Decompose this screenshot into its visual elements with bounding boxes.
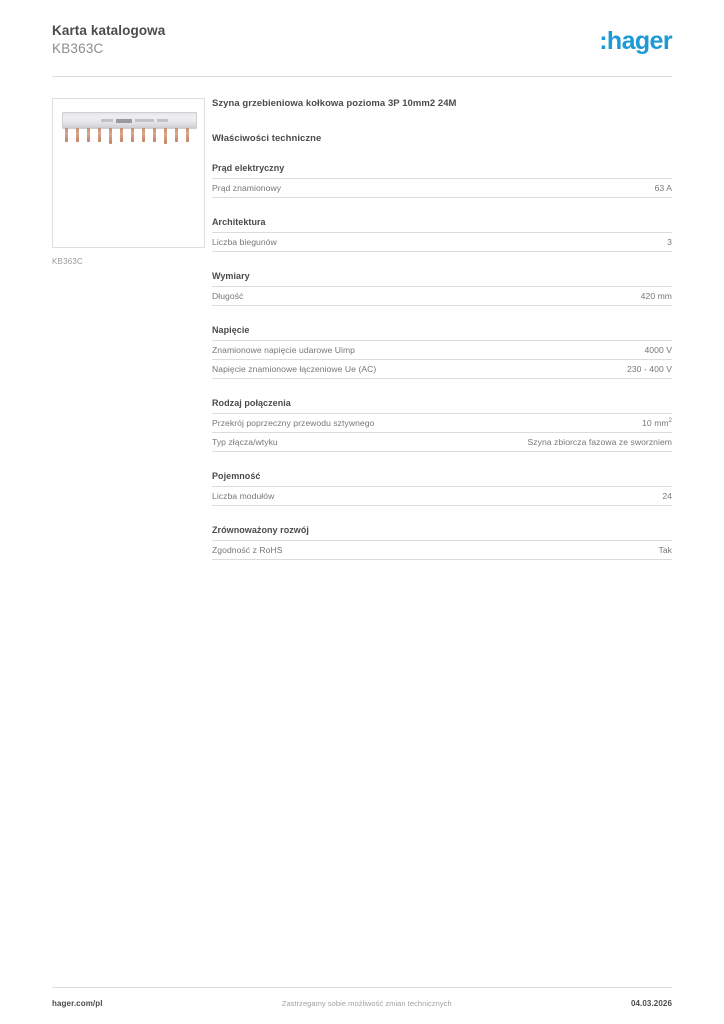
product-image-frame bbox=[52, 98, 205, 248]
spec-row bbox=[212, 286, 672, 306]
busbar-body-icon bbox=[62, 112, 197, 129]
page-title: Karta katalogowa bbox=[52, 23, 166, 38]
footer-date: 04.03.2026 bbox=[630, 999, 672, 1008]
busbar-pins-group bbox=[62, 128, 197, 144]
busbar-pin bbox=[76, 128, 79, 142]
spec-label: Długość bbox=[212, 291, 244, 301]
spec-label: Napięcie znamionowe łączeniowe Ue (AC) bbox=[212, 364, 377, 374]
spec-label: Liczba biegunów bbox=[212, 237, 277, 247]
product-name: Szyna grzebieniowa kołkowa pozioma 3P 10mm2 24M bbox=[212, 98, 457, 109]
busbar-pin bbox=[131, 128, 134, 142]
busbar-pin bbox=[87, 128, 90, 142]
spec-value: 63 A bbox=[654, 183, 672, 193]
spec-value: 420 mm bbox=[640, 291, 672, 301]
product-image-caption: KB363C bbox=[52, 257, 83, 266]
busbar-pin bbox=[120, 128, 123, 142]
footer-disclaimer: Zastrzegamy sobie możliwość zmian technicznych bbox=[281, 999, 452, 1008]
busbar-pin bbox=[175, 128, 178, 142]
spec-group bbox=[212, 271, 672, 306]
busbar-mark-4 bbox=[157, 119, 168, 122]
spec-value: 24 bbox=[662, 491, 672, 501]
specifications-heading: Właściwości techniczne bbox=[212, 133, 322, 144]
page-content bbox=[52, 98, 672, 560]
busbar-mark-1 bbox=[101, 119, 113, 122]
spec-label: Znamionowe napięcie udarowe Uimp bbox=[212, 345, 355, 355]
spec-label: Zgodność z RoHS bbox=[212, 545, 283, 555]
spec-value: Szyna zbiorcza fazowa ze sworzniem bbox=[527, 437, 672, 447]
page-footer bbox=[52, 987, 672, 1008]
busbar-pin bbox=[186, 128, 189, 142]
spec-label: Prąd znamionowy bbox=[212, 183, 282, 193]
spec-label: Przekrój poprzeczny przewodu sztywnego bbox=[212, 418, 375, 428]
busbar-pin bbox=[142, 128, 145, 142]
spec-group bbox=[212, 325, 672, 379]
spec-group bbox=[212, 163, 672, 198]
spec-group-title: Zrównoważony rozwój bbox=[212, 525, 309, 535]
product-image-column bbox=[52, 98, 205, 560]
spec-row bbox=[212, 413, 672, 432]
spec-value-text: 10 mm bbox=[642, 418, 669, 428]
spec-group bbox=[212, 398, 672, 452]
spec-value: 4000 V bbox=[644, 345, 672, 355]
spec-row bbox=[212, 540, 672, 560]
spec-group-title: Napięcie bbox=[212, 325, 250, 335]
spec-value-superscript: 2 bbox=[668, 418, 672, 425]
footer-divider bbox=[52, 987, 672, 988]
spec-group-title: Prąd elektryczny bbox=[212, 163, 285, 173]
busbar-pin bbox=[164, 128, 167, 144]
busbar-branding-marks bbox=[101, 118, 173, 123]
spec-row bbox=[212, 340, 672, 359]
busbar-pin bbox=[109, 128, 112, 144]
spec-group-title: Wymiary bbox=[212, 271, 250, 281]
spec-row bbox=[212, 486, 672, 506]
specifications-table bbox=[212, 163, 672, 560]
busbar-pin bbox=[65, 128, 68, 142]
spec-row bbox=[212, 432, 672, 452]
spec-group bbox=[212, 525, 672, 560]
header-divider bbox=[52, 76, 672, 77]
spec-row bbox=[212, 232, 672, 252]
hager-logo: :hager bbox=[599, 27, 672, 55]
spec-group-title: Pojemność bbox=[212, 471, 261, 481]
footer-row bbox=[52, 999, 672, 1008]
spec-group-title: Architektura bbox=[212, 217, 266, 227]
busbar-pin bbox=[98, 128, 101, 142]
spec-group-title: Rodzaj połączenia bbox=[212, 398, 291, 408]
spec-value bbox=[642, 418, 672, 428]
spec-value: Tak bbox=[658, 545, 672, 555]
spec-label: Liczba modułów bbox=[212, 491, 275, 501]
footer-website-link[interactable]: hager.com/pl bbox=[52, 999, 103, 1008]
spec-row bbox=[212, 178, 672, 198]
specifications-column bbox=[205, 98, 672, 560]
busbar-mark-hager bbox=[116, 119, 132, 123]
busbar-pin bbox=[153, 128, 156, 142]
spec-group bbox=[212, 217, 672, 252]
page-subtitle-product-code: KB363C bbox=[52, 41, 104, 56]
spec-value: 230 - 400 V bbox=[627, 364, 672, 374]
spec-row bbox=[212, 359, 672, 379]
busbar-mark-3 bbox=[135, 119, 154, 122]
spec-value: 3 bbox=[667, 237, 672, 247]
spec-label: Typ złącza/wtyku bbox=[212, 437, 278, 447]
page-header bbox=[52, 22, 672, 68]
spec-group bbox=[212, 471, 672, 506]
